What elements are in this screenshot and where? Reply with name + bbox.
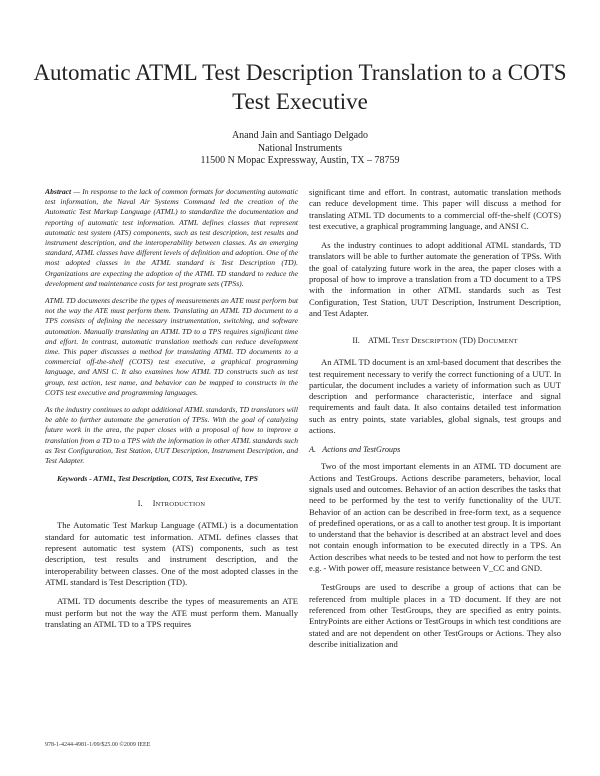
td-document-paragraph: An ATML TD document is an xml-based document that describes the test requirement necessary to verify the correct functioning of a UUT. In particular, the document includes a variety of information such as UUT description and performance characteristic, interface and signal requirements and fault data. It also contains detailed test information such as entry points, state variables, global signals, test groups and actions. [309, 357, 561, 436]
intro-paragraph-2: ATML TD documents describe the types of measurements an ATE must perform but not the way the ATE must perform them. Manually translating an ATML TD to a TPS requires [45, 596, 298, 629]
author-names: Anand Jain and Santiago Delgado [231, 130, 369, 141]
actions-paragraph-2: TestGroups are used to describe a group of actions that can be referenced from multiple places in a TD document. If they are not referenced from other TestGroups, they are specified as entry points. EntryPoints are either Actions or TestGroups in which test conditions are stated and are not dependent on other TestGroups or Actions. They also describe initialization and [309, 582, 561, 649]
intro-paragraph-3: As the industry continues to adopt additional ATML standards, TD translators will be able to further automate the generation of TPSs. With the goal of catalyzing future work in the area, the paper closes with a proposal of how to improve a translation from a TD document to a TPS with the information in other ATML standards such as Test Configuration, Test Station, UUT Description, Instrument Description, and Test Adapter. [309, 240, 561, 318]
intro-continuation: significant time and effort. In contrast, automatic translation methods can reduce development time. This paper will discuss a method for translating ATML TD documents to a commercial off-the-shelf (COTS) test executive, a graphical programming language, and ANSI C. [309, 187, 561, 231]
copyright-footer: 978-1-4244-4981-1/09/$25.00 ©2009 IEEE [45, 742, 151, 748]
abstract-paragraph-1: Abstract — In response to the lack of common formats for documenting automatic test information, the Naval Air Systems Command led the creation of the Automatic Test Markup Language (ATML) to standardize the documentation and reporting of automatic test information. ATML defines classes that represent automatic test system (ATS) components, such as test description, test results and instrument description, and the interoperability between classes. As an emerging standard, ATML classes have different levels of definition and adoption. One of the most adopted classes in the ATML standard is Test Description (TD). Organizations are expecting the adoption of the ATML TD standard to reduce the development and maintenance costs for test program sets (TPSs). [45, 187, 299, 288]
author-block [0, 130, 600, 168]
actions-paragraph-1: Two of the most important elements in an ATML TD document are Actions and TestGroups. Actions describe parameters, behavior, local signals used and outcomes. Behavior of an action describes the tasks that need to be performed by the test to verify functionality of the UUT. Behavior of an action can be described in free-form text, as a sequence of predefined operations, or as a call to another test group. It is important to understand that the behavior is described at an abstract level and does not contain enough information to be executed directly in a TPS. An Action describes what needs to be tested and not how to perform the test e.g. - With power off, measure resistance between V_CC and GND. [309, 461, 561, 574]
section-heading-introduction: I. INTRODUCTION [137, 499, 206, 509]
paper-title: Automatic ATML Test Description Translation to a COTS Test Executive [33, 60, 567, 114]
abstract-paragraph-3: As the industry continues to adopt additional ATML standards, TD translators will be able to further automate the generation of TPSs. With the goal of catalyzing future work in the area, the paper closes with a proposal of how to improve a translation from a TD to a TPS with the information in other ATML standards such as Test Configuration, Test Station, UUT Description, Instrument Description, and Test Adapter. [45, 405, 298, 466]
left-column [45, 187, 298, 630]
subsection-heading-actions: A. Actions and TestGroups [309, 445, 401, 455]
author-address: 11500 N Mopac Expressway, Austin, TX – 78759 [200, 155, 400, 166]
abstract-label: Abstract [45, 187, 72, 196]
intro-paragraph-1: The Automatic Test Markup Language (ATML) is a documentation standard for automatic test information. ATML defines classes that represent automatic test system (ATS) components, such as test description, test results and instrument description, and the interoperability between classes. One of the most adopted classes in the ATML standard is Test Description (TD). [45, 520, 298, 587]
keywords: Keywords - ATML, Test Description, COTS, Test Executive, TPS [57, 474, 258, 484]
section-heading-td-document: II. ATML TEST DESCRIPTION (TD) DOCUMENT [352, 336, 518, 346]
author-affiliation: National Instruments [257, 142, 343, 154]
right-column [309, 187, 561, 650]
abstract-paragraph-2: ATML TD documents describe the types of measurements an ATE must perform but not the way the ATE must perform them. Translating an ATML TD document to a TPS consists of defining the necessary instrumentation, switching, and software automation. Manually translating an ATML TD to a TPS requires significant time and effort. In contrast, automatic translation methods can reduce development time. This paper discusses a method for translating ATML TD documents to a commercial off-the-shelf (COTS) test executive, a graphical programming language, and ANSI C. It also examines how ATML TD constructs such as test group, test action, test name, and behavior can be mapped to constructs in the COTS test executive and programming languages. [45, 296, 298, 397]
